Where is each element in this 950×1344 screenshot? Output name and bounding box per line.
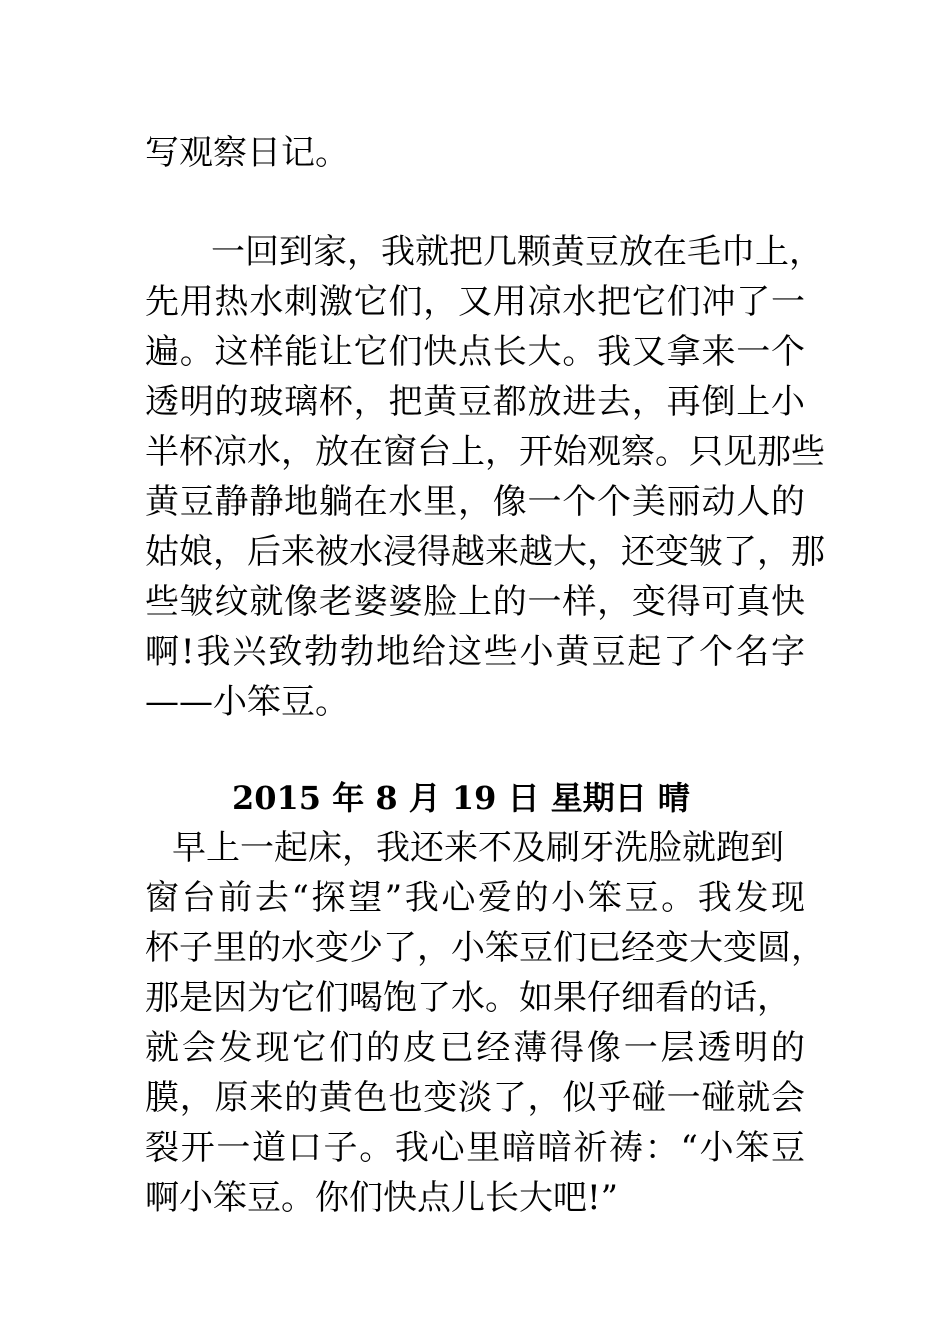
paragraph-1-line: 姑娘，后来被水浸得越来越大，还变皱了，那: [145, 532, 825, 572]
paragraph-2-line: 窗台前去“探望”我心爱的小笨豆。我发现: [145, 878, 805, 918]
paragraph-2-line: 就会发现它们的皮已经薄得像一层透明的: [145, 1028, 805, 1068]
paragraph-2-line: 啊小笨豆。你们快点儿长大吧!”: [145, 1178, 619, 1218]
paragraph-2-line: 早上一起床，我还来不及刷牙洗脸就跑到: [172, 828, 784, 868]
paragraph-1-line: 遍。这样能让它们快点长大。我又拿来一个: [145, 332, 805, 372]
intro-line: 写观察日记。: [145, 133, 349, 173]
paragraph-2-line: 膜，原来的黄色也变淡了，似乎碰一碰就会: [145, 1078, 805, 1118]
paragraph-1-line: ——小笨豆。: [145, 682, 349, 722]
paragraph-2-line: 杯子里的水变少了，小笨豆们已经变大变圆，: [145, 928, 825, 968]
paragraph-1-line: 一回到家，我就把几颗黄豆放在毛巾上，: [211, 232, 823, 272]
paragraph-1-line: 黄豆静静地躺在水里，像一个个美丽动人的: [145, 482, 805, 522]
date-heading: 2015 年 8 月 19 日 星期日 晴: [232, 779, 690, 817]
paragraph-1-line: 半杯凉水，放在窗台上，开始观察。只见那些: [145, 432, 825, 472]
paragraph-2-line: 那是因为它们喝饱了水。如果仔细看的话，: [145, 978, 791, 1018]
paragraph-1-line: 些皱纹就像老婆婆脸上的一样，变得可真快: [145, 582, 805, 622]
paragraph-1-line: 啊!我兴致勃勃地给这些小黄豆起了个名字: [145, 632, 805, 672]
paragraph-1-line: 透明的玻璃杯，把黄豆都放进去，再倒上小: [145, 382, 805, 422]
paragraph-1-line: 先用热水刺激它们，又用凉水把它们冲了一: [145, 282, 805, 322]
paragraph-2-line: 裂开一道口子。我心里暗暗祈祷：“小笨豆: [145, 1128, 805, 1168]
